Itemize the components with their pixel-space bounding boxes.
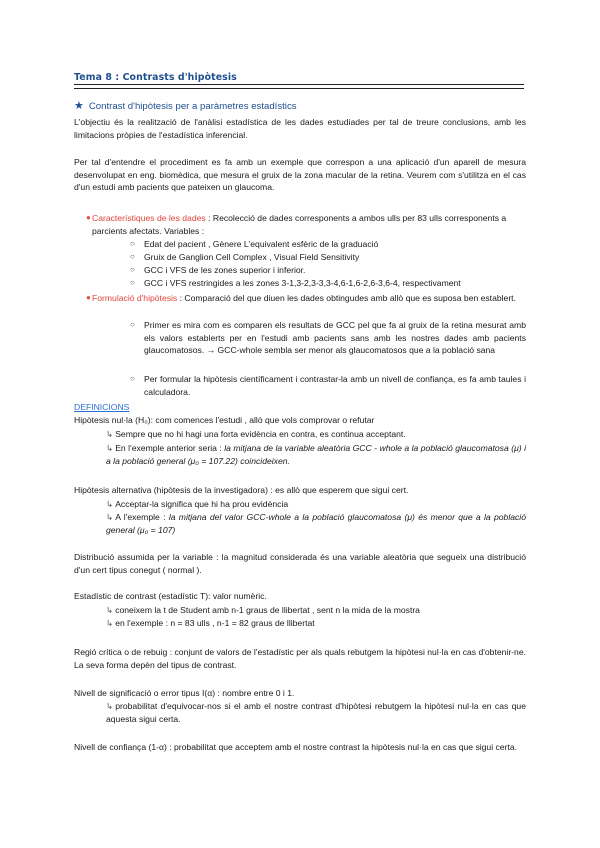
list-item: ○ Primer es mira com es comparen els resultats de GCC pel que fa al gruix de la retina mesurat amb els valors establerts per en l'estudi amb pacients sans amb les nostres dades amb pacients glaucomatosos. → GCC-whole sembla ser menor als glaucomatosos que a la població sana: [130, 320, 526, 356]
page-title: Tema 8 : Contrasts d'hipòtesis: [74, 72, 237, 83]
critical-region-definition: Regió crítica o de rebuig : conjunt de valors de l'estadístic per als quals rebutgem la hipòtesi nul·la en cas d'obtenir-ne. La seva forma depèn del tipus de contrast.: [74, 647, 526, 670]
intro-paragraph: L'objectiu és la realització de l'anàlisi estadística de les dades estudiades per tal de treure conclusions, amb les limitacions pròpies de l'estadística inferencial.: [74, 117, 526, 140]
title-rule-bottom: [74, 88, 524, 89]
list-item: ○ GCC i VFS de les zones superior i inferior.: [130, 265, 306, 275]
h1-sub1: ↳ Acceptar-la significa que hi ha prou evidència: [106, 499, 289, 509]
bullet-hypothesis-formulation: [86, 292, 526, 305]
example-paragraph: Per tal d'entendre el procediment es fa amb un exemple que correspon a una aplicació d'un aparell de mesura desenvolupat en eng. biomèdica, que mesura el gruix de la zona macular de la retina. Veurem com s'utilitza en el cas d'un estudi amb pacients que pateixen un glaucoma.: [74, 157, 526, 193]
bullet-data-characteristics: [86, 212, 526, 237]
list-item: ○ Per formular la hipòtesis científicament i contrastar-la amb un nivell de confiança, es fa amb taules i calculadora.: [130, 374, 526, 397]
statistic-sub1: ↳ coneixem la t de Student amb n-1 graus de llibertat , sent n la mida de la mostra: [106, 605, 420, 615]
statistic-definition: Estadístic de contrast (estadístic T): valor numèric.: [74, 591, 267, 601]
bullet-text: : Recolecció de dades corresponents a ambos ulls per 83 ulls corresponents a parcients afectats. Variables :: [92, 213, 507, 236]
arrow-icon: ↳: [106, 512, 114, 522]
arrow-icon: ↳: [106, 618, 114, 628]
statistic-sub2: ↳ en l'exemple : n = 83 ulls , n-1 = 82 graus de llibertat: [106, 618, 315, 628]
arrow-icon: ↳: [106, 701, 114, 711]
star-icon: ★: [74, 100, 84, 112]
bullet-text: : Comparació del que diuen les dades obtingudes amb allò que es suposa ben establert.: [177, 293, 516, 303]
h0-sub1: ↳ Sempre que no hi hagi una forta evidència en contra, es continua acceptant.: [106, 429, 406, 439]
h1-definition: Hipòtesis alternativa (hipòtesis de la investigadora) : es allò que esperem que sigui cert.: [74, 485, 409, 495]
definitions-heading: DEFINICIONS: [74, 402, 130, 412]
significance-definition: Nivell de significació o error tipus I(α) : nombre entre 0 i 1.: [74, 688, 295, 698]
arrow-icon: ↳: [106, 443, 114, 453]
arrow-icon: ↳: [106, 499, 114, 509]
distribution-definition: Distribució assumida per la variable : la magnitud considerada és una variable aleatòria que segueix una distribució d'un cert tipus conegut ( normal ).: [74, 552, 526, 575]
bullet-dot: ●: [86, 213, 91, 222]
title-rule-top: [74, 84, 524, 85]
arrow-icon: ↳: [106, 605, 114, 615]
section-heading: [74, 100, 297, 114]
h0-definition: Hipòtesis nul·la (H₀): com comences l'estudi , allò que vols comprovar o refutar: [74, 415, 375, 425]
arrow-icon: ↳: [106, 429, 114, 439]
list-item: ○ Edat del pacient , Gènere L'equivalent esfèric de la graduació: [130, 239, 379, 249]
list-item: ○ GCC i VFS restringides a les zones 3-1,3-2,3-3,3-4,6-1,6-2,6-3,6-4, respectivament: [130, 278, 461, 288]
confidence-definition: Nivell de confiança (1-α) : probabilitat que acceptem amb el nostre contrast la hipòtesis nul·la en cas que sigui certa.: [74, 742, 518, 752]
section-heading-text: Contrast d'hipòtesis per a paràmetres estadístics: [88, 101, 297, 112]
h1-sub2: ↳ A l'exemple : la mitjana del valor GCC-whole a la població glaucomatosa (μ) és menor que a la població general (μ₀ = 107): [106, 512, 526, 535]
bullet-dot: ●: [86, 293, 91, 302]
h0-sub2: ↳ En l'exemple anterior seria : la mitjana de la variable aleatòria GCC - whole a la població glaucomatosa (μ) i a la població general (μ₀ = 107.22) coincideixen.: [106, 443, 526, 466]
significance-sub1: ↳ probabilitat d'equivocar-nos si el amb el nostre contrast d'hipòtesi rebutgem la hipòtesi nul·la en cas que aquesta sigui certa.: [106, 701, 526, 724]
bullet-label: Característiques de les dades: [92, 213, 206, 223]
list-item: ○ Gruix de Ganglion Cell Complex , Visual Field Sensitivity: [130, 252, 360, 262]
bullet-label: Formulació d'hipòtesis: [92, 293, 178, 303]
